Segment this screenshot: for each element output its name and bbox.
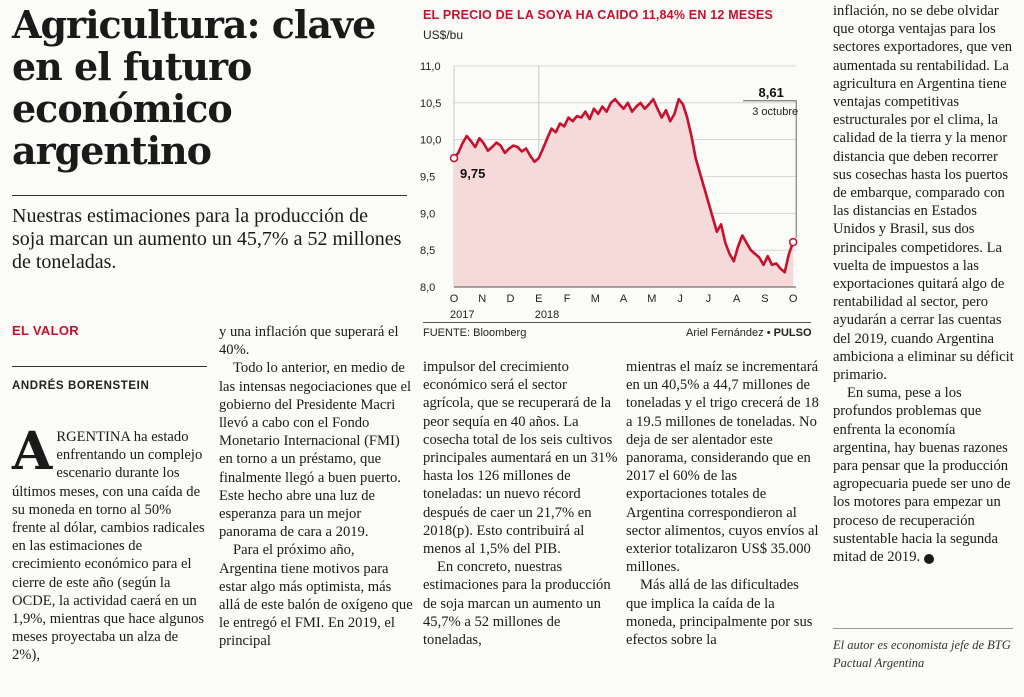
y-tick-label: 9,5 bbox=[420, 171, 436, 184]
column-3 bbox=[423, 358, 618, 649]
credit-name: Ariel Fernández bbox=[686, 327, 764, 339]
x-tick-label: M bbox=[647, 293, 657, 305]
chart-source: FUENTE: Bloomberg bbox=[423, 327, 527, 339]
y-tick-label: 10,0 bbox=[420, 134, 442, 147]
x-tick-label: A bbox=[732, 293, 741, 305]
headline-rule bbox=[12, 195, 407, 196]
paragraph: Más allá de las dificultades que implica la caída de la moneda, principalmente por sus efectos sobre la bbox=[626, 577, 813, 649]
x-tick-label: M bbox=[590, 293, 600, 305]
x-tick-label: F bbox=[563, 293, 571, 305]
column-4 bbox=[626, 358, 821, 649]
headline: Agricultura: clave en el futuro económico argentino bbox=[12, 2, 376, 173]
column-5 bbox=[833, 2, 1016, 566]
chart-title: EL PRECIO DE LA SOYA HA CAIDO 11,84% EN 12 MESES bbox=[423, 8, 773, 22]
start-value-label: 9,75 bbox=[460, 166, 486, 182]
end-callout-line bbox=[743, 101, 799, 238]
paragraph: Para el próximo año, Argentina tiene motivos para estar algo más optimista, más allá de este balón de oxígeno que le entregó el FMI. En 2019, el principal bbox=[219, 542, 413, 650]
paragraph: inflación, no se debe olvidar que otorga ventajas para los sectores exportadores, que ven aumentada su rentabilidad. La agricultura en Argentina tiene ventajas competitivas estructurales por el clima, la calidad de la tierra y la menor distancia que deben recorrer sus cosechas hasta los puertos de embarque, comparado con las distancias en Estados Unidos y Brasil, sus dos principales competidores. La vuelta de impuestos a las exportaciones quitará algo de rentabilidad al sector, pero ayudarán a cerrar las cuentas del 2019, cuando Argentina ambiciona a eliminar su déficit primario. bbox=[833, 3, 1014, 384]
drop-cap: A bbox=[12, 421, 53, 482]
x-tick-label: J bbox=[705, 293, 712, 305]
column-1 bbox=[12, 421, 208, 665]
paragraph: Todo lo anterior, en medio de las intensas negociaciones que el gobierno del Presidente Macri llevó a cabo con el Fondo Monetario Internacional (FMI) en torno a un préstamo, que finalmente llegó a buen puerto. Este hecho abre una luz de esperanza para un mejor panorama de cara a 2019. bbox=[219, 360, 412, 541]
x-tick-label: A bbox=[619, 293, 628, 305]
end-date-label: 3 octubre bbox=[752, 105, 799, 118]
x-tick-label: S bbox=[761, 293, 769, 305]
signoff-rule bbox=[833, 628, 1013, 629]
paragraph: mientras el maíz se incrementará en un 40,5% a 44,7 millones de toneladas y el trigo crecerá de 18 a 19.5 millones de toneladas. No deja de ser alentador este panorama, considerando que en 2017 el 60% de las exportaciones totales de Argentina correspondieron al sector alimentos, cuyos envíos al exterior totalizaron US$ 35.000 millones. bbox=[626, 359, 819, 576]
y-tick-label: 8,5 bbox=[420, 245, 436, 258]
x-tick-label: O bbox=[449, 293, 459, 305]
y-tick-label: 9,0 bbox=[420, 208, 436, 221]
deck: Nuestras estimaciones para la producción de soja marcan un aumento un 45,7% a 52 millones de toneladas. bbox=[12, 205, 402, 273]
start-point bbox=[451, 155, 458, 162]
column-2 bbox=[219, 323, 415, 651]
y-tick-label: 11,0 bbox=[420, 61, 441, 73]
paragraph: impulsor del crecimiento económico será el sector agrícola, que se recuperará de la peor sequía en 40 años. La cosecha total de los seis cultivos principales aumentará en un 31% hasta los 126 millones de toneladas: un nuevo récord después de caer un 21,7% en 2018(p). Esto contribuirá al menos al 1,5% del PIB. bbox=[423, 359, 618, 558]
y-tick-label: 8,0 bbox=[420, 282, 436, 294]
end-point bbox=[790, 239, 797, 246]
column-1-text: RGENTINA ha estado enfrentando un complejo escenario durante los últimos meses, con una caída de su moneda en torno al 50% frente al dólar, cambios radicales en las estimaciones de crecimiento económico para el cierre de este año (según la OCDE, la actividad caerá en un 1,9%, mientras que hace algunos meses proyectaba un alza de 2%), bbox=[12, 429, 205, 664]
x-tick-label: E bbox=[535, 293, 543, 305]
year-label: 2017 bbox=[450, 309, 475, 321]
paragraph-final bbox=[833, 384, 1016, 566]
x-tick-label: J bbox=[677, 293, 683, 305]
author-byline: ANDRÉS BORENSTEIN bbox=[12, 380, 150, 392]
year-label: 2018 bbox=[534, 309, 560, 321]
chart-source-rule bbox=[423, 322, 811, 323]
paragraph: y una inflación que superará el 40%. bbox=[219, 324, 399, 359]
end-value-label: 8,61 bbox=[758, 84, 784, 100]
section-label: EL VALOR bbox=[12, 323, 79, 338]
soy-price-chart bbox=[418, 44, 810, 324]
x-tick-label: O bbox=[788, 293, 798, 305]
x-tick-label: N bbox=[478, 293, 487, 305]
chart-credit: Ariel Fernández • PULSO bbox=[686, 327, 812, 339]
end-mark-icon: P bbox=[924, 554, 934, 564]
x-tick-label: D bbox=[506, 293, 515, 305]
paragraph: En concreto, nuestras estimaciones para la producción de soja marcan un aumento un 45,7% a 52 millones de toneladas, bbox=[423, 559, 611, 649]
y-tick-label: 10,5 bbox=[420, 97, 442, 110]
paragraph-final-text: En suma, pese a los profundos problemas que enfrenta la economía argentina, hay buenas razones para pensar que la producción agropecuaria puede ser uno de los motores para empezar un proceso de recuperación sustentable hacia la segunda mitad de 2019. bbox=[833, 385, 1011, 566]
series-area bbox=[454, 99, 793, 287]
section-rule bbox=[12, 366, 207, 367]
credit-outlet: PULSO bbox=[773, 327, 812, 339]
author-signoff: El autor es economista jefe de BTG Pactual Argentina bbox=[833, 638, 1011, 670]
chart-unit-label: US$/bu bbox=[423, 28, 464, 42]
